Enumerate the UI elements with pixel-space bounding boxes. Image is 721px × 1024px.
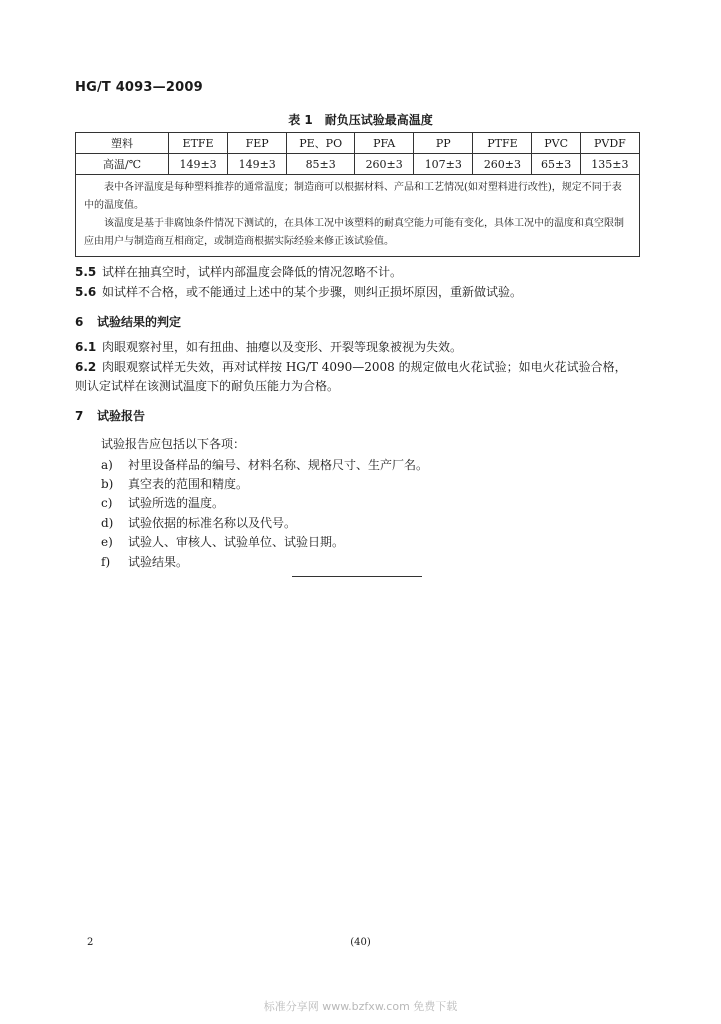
temperature-table: [75, 132, 640, 257]
list-item: [101, 553, 188, 570]
list-item-text: 真空表的范围和精度。: [128, 477, 249, 491]
clause-number: 6.2: [75, 360, 97, 374]
list-item-text: 试验依据的标准名称以及代号。: [128, 516, 297, 530]
table-header-cell: PE、PO: [287, 133, 355, 154]
clause-number: 5.5: [75, 265, 97, 279]
list-item: [101, 514, 296, 531]
clause-text: 试样在抽真空时，试样内部温度会降低的情况忽略不计。: [102, 265, 403, 279]
table-notes-row: [76, 175, 640, 257]
list-item: [101, 475, 248, 492]
table-header-cell: PP: [414, 133, 473, 154]
clause-6-1: [75, 338, 462, 356]
report-intro: 试验报告应包括以下各项：: [101, 437, 246, 451]
table-note: 该温度是基于非腐蚀条件情况下测试的，在具体工况中该塑料的耐真空能力可能有变化，具体工况中的温度和真空限制应由用户与制造商互相商定，或制造商根据实际经验来修正该试验值。: [84, 218, 624, 247]
standard-code: HG/T 4093—2009: [75, 80, 203, 95]
list-item-text: 试验所选的温度。: [128, 496, 225, 510]
section-7-heading: [75, 407, 145, 424]
list-item-label: b): [101, 477, 114, 491]
clause-number: 6.1: [75, 340, 97, 354]
table-cell: 149±3: [169, 154, 228, 175]
watermark: 标准分享网 www.bzfxw.com 免费下载: [263, 1000, 458, 1013]
end-rule: [292, 576, 422, 577]
clause-6-2-continued: 则认定试样在该测试温度下的耐负压能力为合格。: [75, 379, 340, 393]
table-header-row: [76, 133, 640, 154]
list-item: [101, 456, 428, 473]
table-cell: 107±3: [414, 154, 473, 175]
clause-text: 肉眼观察试样无失效，再对试样按 HG/T 4090—2008 的规定做电火花试验；如电火花试验合格，: [102, 360, 627, 374]
clause-text: 如试样不合格，或不能通过上述中的某个步骤，则纠正损坏原因，重新做试验。: [102, 285, 523, 299]
list-item-label: c): [101, 496, 113, 510]
section-title: 试验结果的判定: [97, 315, 182, 329]
table-header-cell: PFA: [355, 133, 414, 154]
clause-text: 肉眼观察衬里，如有扭曲、抽瘪以及变形、开裂等现象被视为失效。: [102, 340, 463, 354]
clause-number: 5.6: [75, 285, 97, 299]
list-item-label: a): [101, 458, 113, 472]
page-number: 2: [87, 937, 94, 948]
table-header-cell: 塑料: [76, 133, 169, 154]
list-item: [101, 533, 344, 550]
section-number: 7: [75, 409, 84, 423]
list-item-text: 衬里设备样品的编号、材料名称、规格尺寸、生产厂名。: [128, 458, 429, 472]
clause-6-2: [75, 358, 627, 376]
list-item-label: e): [101, 535, 113, 549]
list-item: [101, 494, 224, 511]
list-item-text: 试验人、审核人、试验单位、试验日期。: [128, 535, 345, 549]
table-cell: 260±3: [473, 154, 532, 175]
table-row: [76, 154, 640, 175]
table-header-cell: FEP: [228, 133, 287, 154]
table-cell: 135±3: [580, 154, 639, 175]
table-cell: 高温/℃: [76, 154, 169, 175]
clause-5-5: [75, 263, 402, 281]
section-title: 试验报告: [97, 409, 146, 423]
list-item-label: d): [101, 516, 114, 530]
section-6-heading: [75, 313, 181, 330]
table-cell: 149±3: [228, 154, 287, 175]
table-caption: 表 1 耐负压试验最高温度: [288, 113, 433, 127]
section-number: 6: [75, 315, 84, 329]
table-note: 表中各评温度是每种塑料推荐的通常温度；制造商可以根据材料、产品和工艺情况(如对塑料进行改性)，规定不同于表中的温度值。: [84, 182, 622, 211]
table-notes: [76, 175, 640, 257]
list-item-text: 试验结果。: [128, 555, 189, 569]
footer-mark: (40): [350, 937, 371, 948]
table-header-cell: PVC: [532, 133, 580, 154]
table-header-cell: ETFE: [169, 133, 228, 154]
table-header-cell: PVDF: [580, 133, 639, 154]
table-cell: 85±3: [287, 154, 355, 175]
list-item-label: f): [101, 555, 111, 569]
table-cell: 65±3: [532, 154, 580, 175]
table-header-cell: PTFE: [473, 133, 532, 154]
table-cell: 260±3: [355, 154, 414, 175]
clause-5-6: [75, 283, 522, 301]
